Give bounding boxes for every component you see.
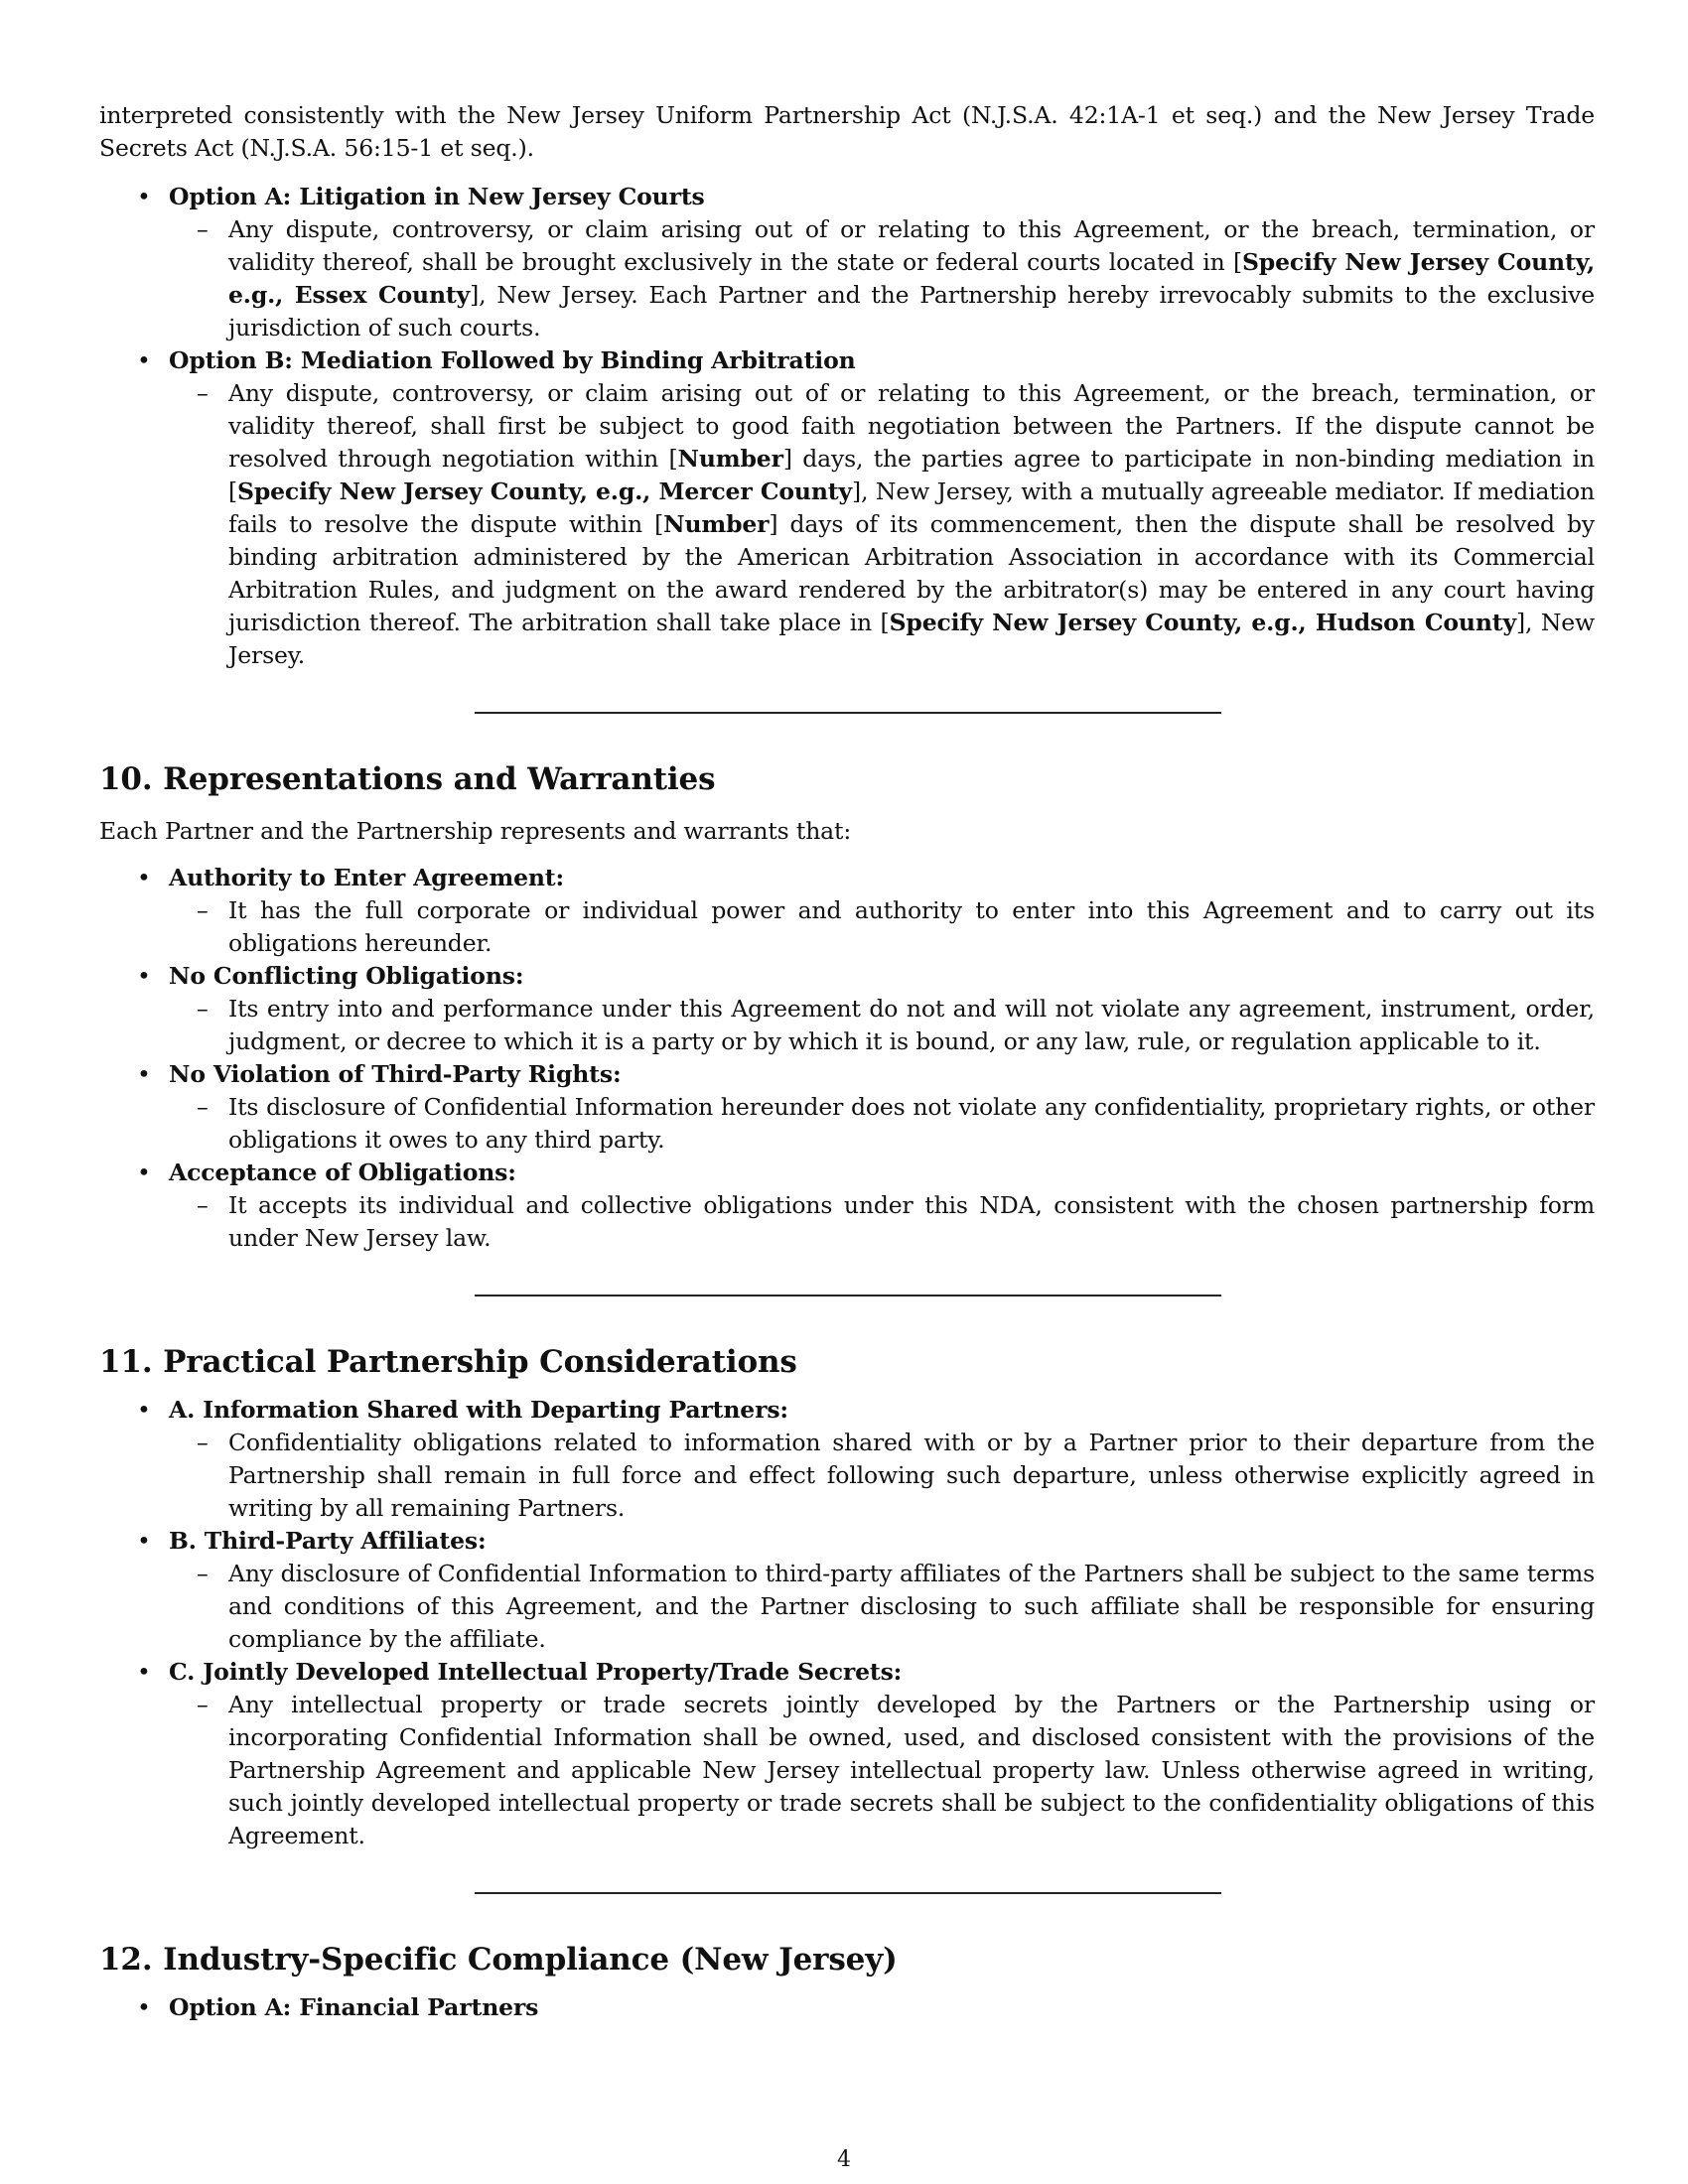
bullet-icon: • <box>137 1527 151 1555</box>
list-item <box>99 862 1595 894</box>
compliance-list <box>99 1991 1595 2024</box>
list-item <box>99 1394 1595 1427</box>
item-title: Option A: Financial Partners <box>169 1993 539 2021</box>
list-item <box>99 344 1595 377</box>
option-a-title: Option A: Litigation in New Jersey Courts <box>169 183 705 210</box>
placeholder-text: Specify New Jersey County, e.g., Essex County <box>228 248 1595 309</box>
sub-list-item: – It has the full corporate or individual power and authority to enter into this Agreement and to carry out its obligations hereunder. <box>197 896 1595 957</box>
item-title: Acceptance of Obligations: <box>169 1159 516 1186</box>
page-number: 4 <box>837 2147 851 2172</box>
dash-icon: – <box>197 1691 209 1718</box>
sub-list-item: – Any disclosure of Confidential Information to third-party affiliates of the Partners shall be subject to the same terms and conditions of this Agreement, and the Partner disclosing to such affiliate shall be responsible for ensuring compliance by the affiliate. <box>197 1560 1595 1653</box>
section-intro: Each Partner and the Partnership represents and warrants that: <box>99 817 852 845</box>
document-page <box>99 99 1595 2024</box>
list-item <box>99 1157 1595 1189</box>
section-divider <box>475 1295 1221 1297</box>
dash-icon: – <box>197 215 209 243</box>
list-item <box>99 181 1595 213</box>
item-title: No Conflicting Obligations: <box>169 962 524 990</box>
sub-list-item: – Its disclosure of Confidential Information hereunder does not violate any confidentiality, proprietary rights, or other obligations it owes to any third party. <box>197 1093 1595 1154</box>
list-item <box>99 1656 1595 1689</box>
dash-icon: – <box>197 1093 209 1121</box>
bullet-icon: • <box>137 962 151 990</box>
bullet-icon: • <box>137 346 151 374</box>
dash-icon: – <box>197 896 209 924</box>
sub-list-item: – Any dispute, controversy, or claim arising out of or relating to this Agreement, or the breach, termination, or validity thereof, shall first be subject to good faith negotiation between the Partners. If the dispute cannot be resolved through negotiation within [Number] days, the parties agree to participate in non-binding mediation in [Specify New Jersey County, e.g., Mercer County], New Jersey, with a mutually agreeable mediator. If mediation fails to resolve the dispute within [Number] days of its commencement, then the dispute shall be resolved by binding arbitration administered by the American Arbitration Association in accordance with its Commercial Arbitration Rules, and judgment on the award rendered by the arbitrator(s) may be entered in any court having jurisdiction thereof. The arbitration shall take place in [Specify New Jersey County, e.g., Hudson County], New Jersey. <box>197 379 1595 669</box>
dash-icon: – <box>197 379 209 407</box>
dash-icon: – <box>197 1429 209 1456</box>
option-b-title: Option B: Mediation Followed by Binding Arbitration <box>169 346 856 374</box>
item-title: C. Jointly Developed Intellectual Property/Trade Secrets: <box>169 1658 903 1686</box>
list-item <box>99 1525 1595 1558</box>
bullet-icon: • <box>137 183 151 210</box>
placeholder-text: Specify New Jersey County, e.g., Hudson County <box>889 609 1516 636</box>
sub-list-item: – Confidentiality obligations related to information shared with or by a Partner prior to their departure from the Partnership shall remain in full force and effect following such departure, unless otherwise explicitly agreed in writing by all remaining Partners. <box>197 1429 1595 1522</box>
section-heading-11: 11. Practical Partnership Considerations <box>99 1344 797 1380</box>
sub-list-item: – Any dispute, controversy, or claim arising out of or relating to this Agreement, or the breach, termination, or validity thereof, shall be brought exclusively in the state or federal courts located in [Specify New Jersey County, e.g., Essex County], New Jersey. Each Partner and the Partnership hereby irrevocably submits to the exclusive jurisdiction of such courts. <box>197 215 1595 341</box>
bullet-icon: • <box>137 1396 151 1424</box>
sub-list-item: – Its entry into and performance under this Agreement do not and will not violate any agreement, instrument, order, judgment, or decree to which it is a party or by which it is bound, or any law, rule, or regulation applicable to it. <box>197 995 1595 1055</box>
sub-list-item: – Any intellectual property or trade secrets jointly developed by the Partners or the Partnership using or incorporating Confidential Information shall be owned, used, and disclosed consistent with the provisions of the Partnership Agreement and applicable New Jersey intellectual property law. Unless otherwise agreed in writing, such jointly developed intellectual property or trade secrets shall be subject to the confidentiality obligations of this Agreement. <box>197 1691 1595 1849</box>
list-item <box>99 960 1595 993</box>
item-title: B. Third-Party Affiliates: <box>169 1527 487 1555</box>
sub-list-item: – It accepts its individual and collective obligations under this NDA, consistent with the chosen partnership form under New Jersey law. <box>197 1191 1595 1252</box>
section-divider <box>475 1892 1221 1894</box>
warranties-list <box>99 862 1595 1255</box>
list-item <box>99 1991 1595 2024</box>
bullet-icon: • <box>137 1159 151 1186</box>
considerations-list <box>99 1394 1595 1852</box>
dash-icon: – <box>197 1560 209 1587</box>
intro-paragraph: interpreted consistently with the New Jersey Uniform Partnership Act (N.J.S.A. 42:1A-1 et seq.) and the New Jersey Trade Secrets Act (N.J.S.A. 56:15-1 et seq.). <box>99 101 1595 162</box>
bullet-icon: • <box>137 1658 151 1686</box>
dash-icon: – <box>197 995 209 1023</box>
item-title: No Violation of Third-Party Rights: <box>169 1060 622 1088</box>
item-title: A. Information Shared with Departing Partners: <box>169 1396 788 1424</box>
item-title: Authority to Enter Agreement: <box>169 864 565 891</box>
placeholder-text: Specify New Jersey County, e.g., Mercer County <box>237 478 852 505</box>
placeholder-text: Number <box>677 445 783 473</box>
bullet-icon: • <box>137 1060 151 1088</box>
list-item <box>99 1058 1595 1091</box>
bullet-icon: • <box>137 864 151 891</box>
dispute-options-list <box>99 181 1595 672</box>
dash-icon: – <box>197 1191 209 1219</box>
section-heading-10: 10. Representations and Warranties <box>99 761 716 797</box>
section-heading-12: 12. Industry-Specific Compliance (New Jersey) <box>99 1942 898 1978</box>
section-divider <box>475 712 1221 714</box>
placeholder-text: Number <box>663 510 770 538</box>
bullet-icon: • <box>137 1993 151 2021</box>
